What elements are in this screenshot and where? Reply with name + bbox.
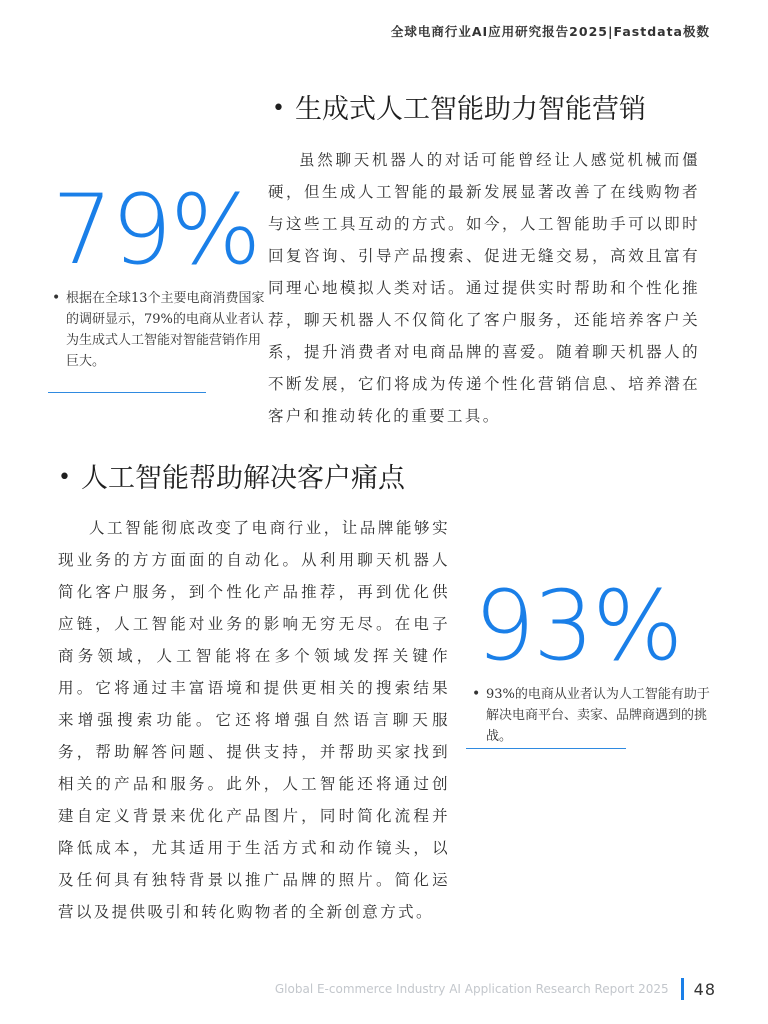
stat-note-divider — [466, 748, 626, 749]
stat-note-divider — [48, 392, 206, 393]
report-header-title: 全球电商行业AI应用研究报告2025|Fastdata极数 — [390, 24, 710, 39]
note-text: 93%的电商从业者认为人工智能有助于解决电商平台、卖家、品牌商遇到的挑战。 — [486, 687, 710, 744]
stat-79-percent: 79% — [52, 174, 260, 286]
stat-note-79 — [52, 288, 266, 372]
section-paragraph-customer-pain-points: 人工智能彻底改变了电商行业，让品牌能够实现业务的方方面面的自动化。从利用聊天机器人简化客户服务，到个性化产品推荐，再到优化供应链，人工智能对业务的影响无穷无尽。在电子商务领域，人工智能将在多个领域发挥关键作用。它将通过丰富语境和提供更相关的搜索结果来增强搜索功能。它还将增强自然语言聊天服务，帮助解答问题、提供支持，并帮助买家找到相关的产品和服务。此外，人工智能还将通过创建自定义背景来优化产品图片，同时简化流程并降低成本，尤其适用于生活方式和动作镜头，以及任何具有独特背景以推广品牌的照片。简化运营以及提供吸引和转化购物者的全新创意方式。 — [58, 519, 450, 921]
page-number: 48 — [693, 979, 716, 999]
section-paragraph-smart-marketing: 虽然聊天机器人的对话可能曾经让人感觉机械而僵硬，但生成人工智能的最新发展显著改善了在线购物者与这些工具互动的方式。如今，人工智能助手可以即时回复咨询、引导产品搜索、促进无缝交易，高效且富有同理心地模拟人类对话。通过提供实时帮助和个性化推荐，聊天机器人不仅简化了客户服务，还能培养客户关系，提升消费者对电商品牌的喜爱。随着聊天机器人的不断发展，它们将成为传递个性化营销信息、培养潜在客户和推动转化的重要工具。 — [268, 151, 700, 425]
heading-text: 人工智能帮助解决客户痛点 — [80, 463, 405, 494]
section-heading-customer-pain-points — [58, 465, 405, 492]
note-bullet: • — [472, 686, 481, 702]
page-footer — [275, 978, 716, 1000]
heading-bullet: • — [272, 96, 285, 121]
heading-bullet: • — [58, 465, 71, 490]
footer-report-name: Global E-commerce Industry AI Application Research Report 2025 — [274, 982, 669, 996]
note-bullet: • — [52, 290, 61, 306]
note-text: 根据在全球13个主要电商消费国家的调研显示，79%的电商从业者认为生成式人工智能对智能营销作用巨大。 — [66, 291, 265, 369]
section-heading-smart-marketing — [272, 96, 646, 123]
heading-text: 生成式人工智能助力智能营销 — [294, 94, 646, 125]
stat-note-93 — [472, 684, 714, 747]
stat-93-percent: 93% — [474, 570, 682, 682]
footer-accent-bar — [681, 978, 684, 1000]
